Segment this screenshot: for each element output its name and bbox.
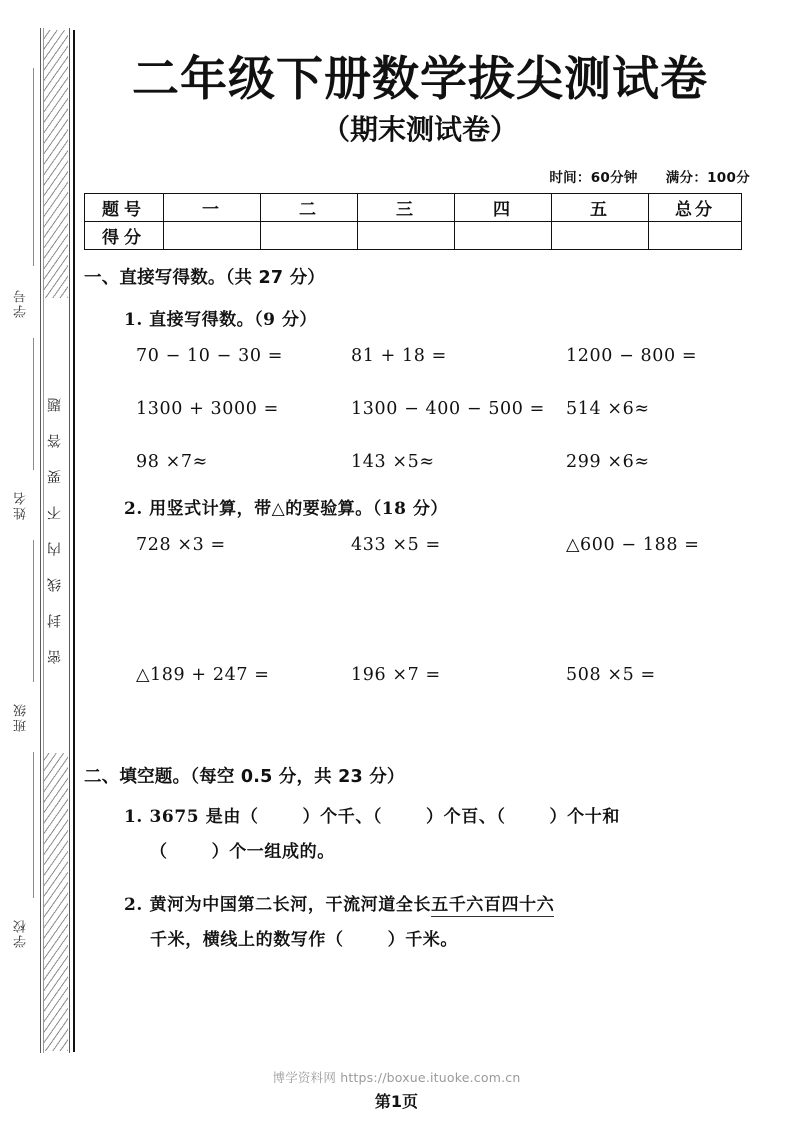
- section-1-heading: [84, 264, 756, 289]
- full-score-label: 满分：100分: [665, 170, 750, 187]
- score-col-header-4: 四: [455, 194, 552, 222]
- fill-q2-label: 2.: [124, 894, 143, 915]
- fill-blank[interactable]: [382, 800, 426, 835]
- fill-q1-line2-a: （: [150, 842, 168, 863]
- expression: 433 ×5 =: [351, 535, 441, 556]
- fill-q1-line1-b: ）个千、（: [302, 807, 383, 828]
- score-col-header-1: 一: [164, 194, 261, 222]
- subq-1-text: 直接写得数。: [149, 310, 255, 331]
- subq-1-points: （9 分）: [254, 310, 317, 331]
- score-col-header-5: 五: [552, 194, 649, 222]
- footer-page-number: 第1页: [374, 1092, 419, 1111]
- section-1-title: 直接写得数。: [119, 268, 226, 289]
- section-2-number: 二、: [84, 767, 120, 788]
- expression: 299 ×6≈: [566, 452, 650, 473]
- expression: △189 + 247 =: [136, 665, 270, 686]
- subq-1-label: 1.: [124, 310, 143, 331]
- section-1-subq-2-expressions: [136, 535, 756, 685]
- seal-outer-labels: [10, 28, 38, 1053]
- row-label-question-number: 题号: [85, 194, 164, 222]
- fill-q1-line1-c: ）个百、（: [426, 807, 506, 828]
- expression: 196 ×7 =: [351, 665, 441, 686]
- seal-divider-2: [33, 338, 34, 470]
- section-2-points: （每空 0.5 分，共 23 分）: [190, 767, 405, 788]
- fill-q1-label: 1.: [124, 807, 143, 828]
- section-2-question-1: [124, 800, 756, 870]
- fill-blank[interactable]: [168, 835, 212, 870]
- expression: 1300 + 3000 =: [136, 399, 279, 420]
- fill-blank[interactable]: [259, 800, 303, 835]
- row-label-score: 得分: [85, 222, 164, 250]
- subq-2-points: （18 分）: [372, 499, 448, 520]
- fill-blank[interactable]: [506, 800, 550, 835]
- time-limit-label: 时间：60分钟: [549, 170, 638, 187]
- score-cell-2[interactable]: [261, 222, 358, 250]
- page-subtitle: （期末测试卷）: [321, 112, 518, 146]
- expression: 728 ×3 =: [136, 535, 226, 556]
- seal-label-student-id: 学号: [14, 288, 29, 318]
- seal-divider-4: [33, 752, 34, 898]
- fill-q1-line1-d: ）个十和: [549, 807, 620, 828]
- score-cell-3[interactable]: [358, 222, 455, 250]
- score-cell-4[interactable]: [455, 222, 552, 250]
- exam-content: [84, 40, 756, 958]
- expression: △600 − 188 =: [566, 535, 700, 556]
- seal-divider-3: [33, 540, 34, 682]
- section-1-subq-1-expressions: [136, 346, 756, 472]
- expression: 1200 − 800 =: [566, 346, 698, 367]
- score-cell-5[interactable]: [552, 222, 649, 250]
- score-cell-total[interactable]: [649, 222, 742, 250]
- score-cell-1[interactable]: [164, 222, 261, 250]
- sealing-gutter: [10, 28, 72, 1053]
- seal-hatch-bottom: [44, 753, 68, 1051]
- section-1-number: 一、: [84, 268, 120, 289]
- footer-watermark: 博学资料网 https://boxue.ituoke.com.cn: [272, 1070, 521, 1085]
- fill-q2-line2-a: 千米，横线上的数写作（: [150, 929, 344, 950]
- page-title: 二年级下册数学拔尖测试卷: [132, 52, 708, 107]
- fill-q1-line2-b: ）个一组成的。: [211, 842, 335, 863]
- expression: 70 − 10 − 30 =: [136, 346, 284, 367]
- score-table: [84, 193, 742, 250]
- fill-blank[interactable]: [344, 923, 388, 958]
- score-col-header-total: 总分: [649, 194, 742, 222]
- subq-2-label: 2.: [124, 499, 143, 520]
- expression: 81 + 18 =: [351, 346, 447, 367]
- section-2-heading: [84, 763, 756, 788]
- section-1-subq-2-heading: [124, 494, 756, 519]
- fill-q2-underlined-number: 五千六百四十六: [431, 894, 555, 915]
- expression: 508 ×5 =: [566, 665, 656, 686]
- seal-label-class: 班级: [14, 702, 29, 732]
- section-1-points: （共 27 分）: [225, 268, 325, 289]
- section-2-title: 填空题。: [119, 767, 191, 788]
- seal-hatch-top: [44, 30, 68, 298]
- table-row-scores: [85, 222, 742, 250]
- seal-line-box: [40, 28, 70, 1053]
- seal-divider-1: [33, 68, 34, 266]
- fill-q2-line1-a: 黄河为中国第二长河，干流河道全长: [149, 894, 432, 915]
- exam-meta: [84, 166, 756, 186]
- expression: 98 ×7≈: [136, 452, 208, 473]
- expression: 143 ×5≈: [351, 452, 435, 473]
- expression: 1300 − 400 − 500 =: [351, 399, 545, 420]
- seal-line-text: 密封线内不要答题: [47, 376, 63, 664]
- table-row-question-numbers: [85, 194, 742, 222]
- section-2-question-2: [124, 888, 756, 958]
- content-left-rule: [73, 30, 75, 1052]
- subq-2-text: 用竖式计算，带△的要验算。: [149, 499, 373, 520]
- seal-label-school: 学校: [14, 918, 29, 948]
- score-col-header-3: 三: [358, 194, 455, 222]
- fill-q2-line2-b: ）千米。: [387, 929, 459, 950]
- section-1-subq-1-heading: [124, 305, 756, 330]
- expression: 514 ×6≈: [566, 399, 650, 420]
- fill-q1-line1-a: 3675 是由（: [149, 807, 259, 828]
- seal-label-student-name: 姓名: [14, 490, 29, 520]
- score-col-header-2: 二: [261, 194, 358, 222]
